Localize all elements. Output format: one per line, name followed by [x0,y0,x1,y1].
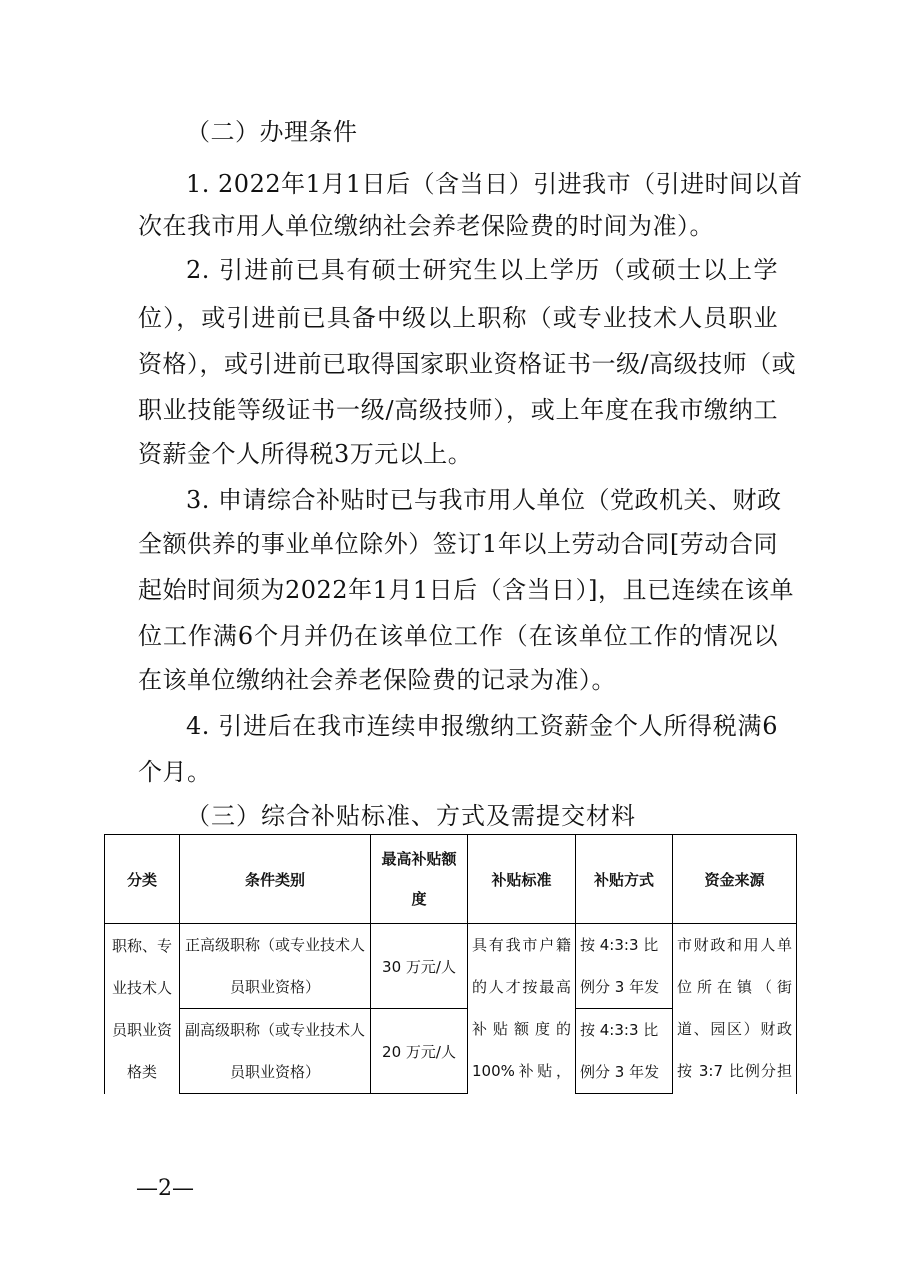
method-cell: 按 4:3:3 比例分 3 年发 [576,924,673,1009]
paragraph-line: 次在我市用人单位缴纳社会养老保险费的时间为准）。 [138,212,714,240]
page-number: —2— [136,1176,194,1201]
paragraph-line: 起始时间须为2022年1月1日后（含当日）]，且已连续在该单 [138,576,794,604]
paragraph-line: 2. 引进前已具有硕士研究生以上学历（或硕士以上学 [186,256,778,284]
table-header-cell: 条件类别 [180,835,371,924]
paragraph-line: 资薪金个人所得税3万元以上。 [138,440,473,468]
subsidy-table [104,834,797,1094]
funding-cell: 市财政和用人单位所在镇（街道、园区）财政按 3:7 比例分担 [673,924,797,1094]
table-header-cell: 分类 [105,835,180,924]
paragraph-line: 位），或引进前已具备中级以上职称（或专业技术人员职业 [138,304,778,332]
paragraph-line: 资格），或引进前已取得国家职业资格证书一级/高级技师（或 [138,350,797,378]
paragraph-line: 职业技能等级证书一级/高级技师），或上年度在我市缴纳工 [138,396,778,424]
amount-cell: 20 万元/人 [371,1009,468,1094]
table-header-cell: 补贴方式 [576,835,673,924]
standard-cell: 具有我市户籍的人才按最高补贴额度的100%补贴， [468,924,576,1094]
section-2-heading: （二）办理条件 [186,118,358,146]
method-cell: 按 4:3:3 比例分 3 年发 [576,1009,673,1094]
amount-cell: 30 万元/人 [371,924,468,1009]
table-row [105,924,797,1009]
table-header-cell: 补贴标准 [468,835,576,924]
table-header-cell: 资金来源 [673,835,797,924]
category-cell: 职称、专业技术人员职业资格类 [105,924,180,1094]
paragraph-line: 3. 申请综合补贴时已与我市用人单位（党政机关、财政 [186,486,782,514]
paragraph-line: 1. 2022年1月1日后（含当日）引进我市（引进时间以首 [186,170,803,198]
paragraph-line: 个月。 [138,758,212,786]
condition-cell: 正高级职称（或专业技术人员职业资格） [180,924,371,1009]
table-header-cell: 最高补贴额度 [371,835,468,924]
condition-cell: 副高级职称（或专业技术人员职业资格） [180,1009,371,1094]
paragraph-line: 全额供养的事业单位除外）签订1年以上劳动合同[劳动合同 [138,530,778,558]
paragraph-line: 位工作满6个月并仍在该单位工作（在该单位工作的情况以 [138,622,778,650]
section-3-heading: （三）综合补贴标准、方式及需提交材料 [186,802,636,830]
paragraph-line: 4. 引进后在我市连续申报缴纳工资薪金个人所得税满6 [186,712,778,740]
table-header-row [105,835,797,924]
paragraph-line: 在该单位缴纳社会养老保险费的记录为准）。 [138,666,616,694]
